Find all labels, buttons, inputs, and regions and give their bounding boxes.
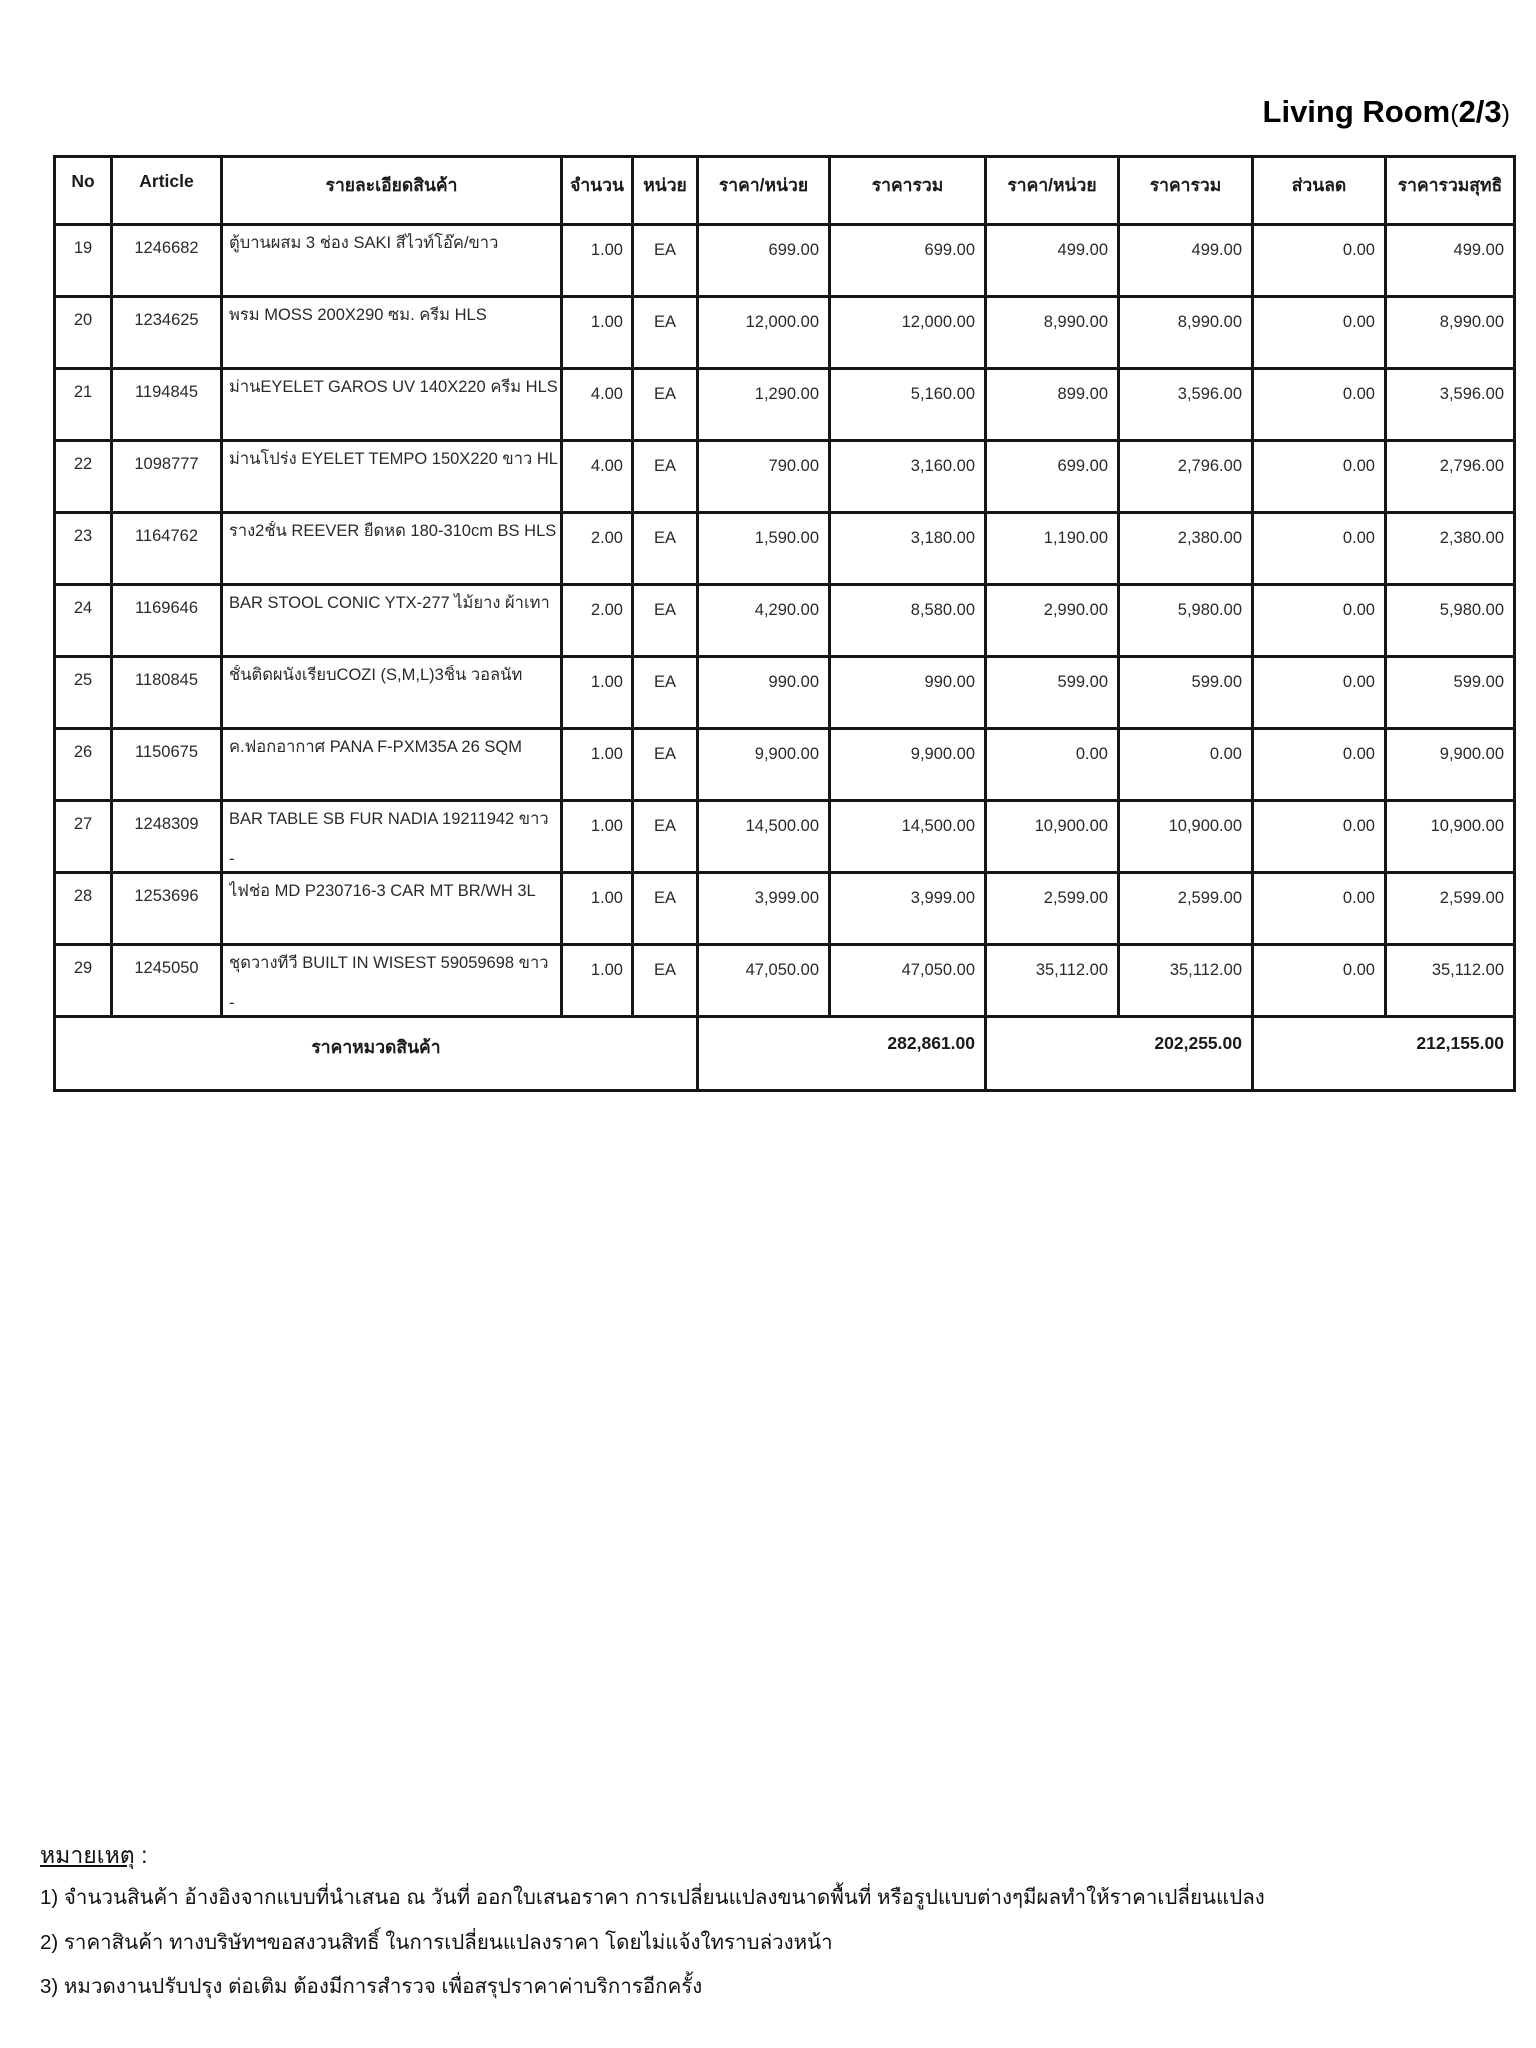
row-total-discounted: 5,980.00 — [1119, 585, 1253, 657]
description-line-1: ตู้บานผสม 3 ช่อง SAKI สีไวท์โอ๊ค/ขาว — [229, 234, 499, 252]
row-discount: 0.00 — [1253, 297, 1386, 369]
description-line-2: - — [229, 993, 235, 1012]
row-total-discounted: 2,796.00 — [1119, 441, 1253, 513]
row-description — [222, 729, 562, 801]
row-unit-price-list: 1,590.00 — [698, 513, 830, 585]
page-title-paren-close: ) — [1501, 100, 1510, 128]
description-line-1: พรม MOSS 200X290 ซม. ครีม HLS — [229, 306, 487, 324]
row-net-total: 2,599.00 — [1386, 873, 1515, 945]
table-row — [55, 369, 1515, 441]
column-header-total-list: ราคารวม — [830, 157, 986, 225]
table-row — [55, 585, 1515, 657]
row-no: 29 — [55, 945, 112, 1017]
description-line-1: ม่านEYELET GAROS UV 140X220 ครีม HLS — [229, 378, 558, 396]
note-line-2: 2) ราคาสินค้า ทางบริษัทฯขอสงวนสิทธิ์ ในการเปลี่ยนแปลงราคา โดยไม่แจ้งใทราบล่วงหน้า — [40, 1930, 833, 1954]
row-discount: 0.00 — [1253, 225, 1386, 297]
row-article: 1248309 — [112, 801, 222, 873]
description-line-1: ไฟช่อ MD P230716-3 CAR MT BR/WH 3L — [229, 882, 536, 900]
row-unit-price-list: 47,050.00 — [698, 945, 830, 1017]
row-unit: EA — [633, 441, 698, 513]
row-no: 24 — [55, 585, 112, 657]
row-description — [222, 225, 562, 297]
row-article: 1246682 — [112, 225, 222, 297]
page-number: 2/3 — [1458, 94, 1502, 129]
row-unit-price-list: 3,999.00 — [698, 873, 830, 945]
notes-heading-colon: : — [134, 1842, 148, 1868]
notes-heading-word: หมายเหตุ — [40, 1842, 135, 1868]
row-unit: EA — [633, 657, 698, 729]
row-unit-price-list: 1,290.00 — [698, 369, 830, 441]
summary-total-net: 212,155.00 — [1253, 1017, 1515, 1091]
row-unit: EA — [633, 513, 698, 585]
row-discount: 0.00 — [1253, 441, 1386, 513]
row-total-discounted: 3,596.00 — [1119, 369, 1253, 441]
row-net-total: 3,596.00 — [1386, 369, 1515, 441]
description-line-2: - — [229, 849, 235, 868]
column-header-net-total: ราคารวมสุทธิ — [1386, 157, 1515, 225]
row-no: 22 — [55, 441, 112, 513]
row-total-list: 14,500.00 — [830, 801, 986, 873]
row-net-total: 5,980.00 — [1386, 585, 1515, 657]
row-net-total: 599.00 — [1386, 657, 1515, 729]
column-header-total-discounted: ราคารวม — [1119, 157, 1253, 225]
row-net-total: 9,900.00 — [1386, 729, 1515, 801]
description-line-1: ชุดวางทีวี BUILT IN WISEST 59059698 ขาว — [229, 954, 549, 972]
row-total-list: 9,900.00 — [830, 729, 986, 801]
row-article: 1194845 — [112, 369, 222, 441]
row-unit: EA — [633, 873, 698, 945]
row-total-discounted: 10,900.00 — [1119, 801, 1253, 873]
table-row — [55, 945, 1515, 1017]
row-description — [222, 801, 562, 873]
row-no: 20 — [55, 297, 112, 369]
row-quantity: 1.00 — [562, 873, 633, 945]
row-net-total: 499.00 — [1386, 225, 1515, 297]
column-header-article: Article — [112, 157, 222, 225]
row-total-discounted: 8,990.00 — [1119, 297, 1253, 369]
row-quantity: 1.00 — [562, 297, 633, 369]
table-row — [55, 225, 1515, 297]
row-quantity: 1.00 — [562, 729, 633, 801]
row-no: 26 — [55, 729, 112, 801]
row-total-discounted: 599.00 — [1119, 657, 1253, 729]
row-article: 1245050 — [112, 945, 222, 1017]
row-total-list: 990.00 — [830, 657, 986, 729]
row-description — [222, 441, 562, 513]
row-total-list: 699.00 — [830, 225, 986, 297]
row-net-total: 10,900.00 — [1386, 801, 1515, 873]
table-row — [55, 801, 1515, 873]
row-total-list: 5,160.00 — [830, 369, 986, 441]
row-unit-price-discounted: 599.00 — [986, 657, 1119, 729]
notes-heading — [40, 1838, 1510, 1874]
notes-section — [40, 1838, 1510, 2022]
summary-label: ราคาหมวดสินค้า — [55, 1017, 698, 1091]
row-description — [222, 585, 562, 657]
row-unit: EA — [633, 801, 698, 873]
row-discount: 0.00 — [1253, 657, 1386, 729]
row-unit-price-discounted: 499.00 — [986, 225, 1119, 297]
row-unit-price-discounted: 10,900.00 — [986, 801, 1119, 873]
row-quantity: 1.00 — [562, 225, 633, 297]
description-line-1: BAR TABLE SB FUR NADIA 19211942 ขาว — [229, 810, 549, 828]
row-description — [222, 945, 562, 1017]
row-article: 1150675 — [112, 729, 222, 801]
row-unit-price-discounted: 699.00 — [986, 441, 1119, 513]
row-article: 1164762 — [112, 513, 222, 585]
row-unit-price-list: 12,000.00 — [698, 297, 830, 369]
table-row — [55, 729, 1515, 801]
row-unit-price-discounted: 2,599.00 — [986, 873, 1119, 945]
row-no: 21 — [55, 369, 112, 441]
row-quantity: 2.00 — [562, 585, 633, 657]
row-unit-price-discounted: 899.00 — [986, 369, 1119, 441]
row-unit-price-list: 990.00 — [698, 657, 830, 729]
page-title-text: Living Room — [1262, 94, 1451, 129]
row-unit: EA — [633, 225, 698, 297]
row-net-total: 8,990.00 — [1386, 297, 1515, 369]
row-no: 23 — [55, 513, 112, 585]
row-quantity: 1.00 — [562, 945, 633, 1017]
row-total-list: 12,000.00 — [830, 297, 986, 369]
row-unit: EA — [633, 945, 698, 1017]
summary-total-list: 282,861.00 — [698, 1017, 986, 1091]
row-net-total: 2,380.00 — [1386, 513, 1515, 585]
table-row — [55, 513, 1515, 585]
row-net-total: 35,112.00 — [1386, 945, 1515, 1017]
row-unit: EA — [633, 585, 698, 657]
table-row — [55, 441, 1515, 513]
row-total-list: 3,180.00 — [830, 513, 986, 585]
row-unit-price-discounted: 2,990.00 — [986, 585, 1119, 657]
row-unit-price-discounted: 1,190.00 — [986, 513, 1119, 585]
row-unit-price-discounted: 8,990.00 — [986, 297, 1119, 369]
row-discount: 0.00 — [1253, 513, 1386, 585]
column-header-unit-price-discounted: ราคา/หน่วย — [986, 157, 1119, 225]
row-unit-price-list: 14,500.00 — [698, 801, 830, 873]
row-article: 1098777 — [112, 441, 222, 513]
row-total-discounted: 2,599.00 — [1119, 873, 1253, 945]
column-header-unit-price-list: ราคา/หน่วย — [698, 157, 830, 225]
row-total-list: 3,160.00 — [830, 441, 986, 513]
description-line-1: ราง2ชั้น REEVER ยืดหด 180-310cm BS HLS — [229, 522, 557, 540]
row-discount: 0.00 — [1253, 873, 1386, 945]
row-unit-price-discounted: 0.00 — [986, 729, 1119, 801]
row-unit: EA — [633, 369, 698, 441]
page-title-paren-open: ( — [1450, 100, 1459, 128]
quotation-table — [53, 155, 1516, 1092]
column-header-discount: ส่วนลด — [1253, 157, 1386, 225]
row-article: 1253696 — [112, 873, 222, 945]
row-total-discounted: 2,380.00 — [1119, 513, 1253, 585]
table-row — [55, 657, 1515, 729]
row-unit: EA — [633, 729, 698, 801]
summary-row — [55, 1017, 1515, 1091]
description-line-1: ชั้นติดผนังเรียบCOZI (S,M,L)3ชิ้น วอลนัท — [229, 666, 523, 684]
row-article: 1234625 — [112, 297, 222, 369]
table-row — [55, 873, 1515, 945]
description-line-1: BAR STOOL CONIC YTX-277 ไม้ยาง ผ้าเทา — [229, 594, 550, 612]
row-no: 19 — [55, 225, 112, 297]
table-row — [55, 297, 1515, 369]
row-description — [222, 369, 562, 441]
row-total-list: 47,050.00 — [830, 945, 986, 1017]
row-description — [222, 297, 562, 369]
row-discount: 0.00 — [1253, 801, 1386, 873]
row-description — [222, 513, 562, 585]
note-line-3: 3) หมวดงานปรับปรุง ต่อเติม ต้องมีการสำรวจ เพื่อสรุปราคาค่าบริการอีกครั้ง — [40, 1975, 703, 1998]
row-total-list: 3,999.00 — [830, 873, 986, 945]
column-header-no: No — [55, 157, 112, 225]
row-quantity: 2.00 — [562, 513, 633, 585]
row-no: 25 — [55, 657, 112, 729]
row-discount: 0.00 — [1253, 585, 1386, 657]
page-title — [1263, 95, 1510, 129]
row-unit-price-list: 790.00 — [698, 441, 830, 513]
row-discount: 0.00 — [1253, 369, 1386, 441]
row-article: 1169646 — [112, 585, 222, 657]
row-total-discounted: 0.00 — [1119, 729, 1253, 801]
row-total-discounted: 35,112.00 — [1119, 945, 1253, 1017]
row-quantity: 4.00 — [562, 369, 633, 441]
row-quantity: 1.00 — [562, 801, 633, 873]
row-unit-price-list: 699.00 — [698, 225, 830, 297]
summary-total-discounted: 202,255.00 — [986, 1017, 1253, 1091]
row-description — [222, 657, 562, 729]
column-header-description: รายละเอียดสินค้า — [222, 157, 562, 225]
column-header-unit: หน่วย — [633, 157, 698, 225]
row-quantity: 1.00 — [562, 657, 633, 729]
row-total-discounted: 499.00 — [1119, 225, 1253, 297]
description-line-1: ม่านโปร่ง EYELET TEMPO 150X220 ขาว HL — [229, 450, 558, 468]
row-total-list: 8,580.00 — [830, 585, 986, 657]
row-unit-price-discounted: 35,112.00 — [986, 945, 1119, 1017]
header-row — [55, 157, 1515, 225]
row-net-total: 2,796.00 — [1386, 441, 1515, 513]
row-unit-price-list: 4,290.00 — [698, 585, 830, 657]
row-discount: 0.00 — [1253, 729, 1386, 801]
row-description — [222, 873, 562, 945]
row-no: 27 — [55, 801, 112, 873]
description-line-1: ค.ฟอกอากาศ PANA F-PXM35A 26 SQM — [229, 738, 522, 756]
note-line-1: 1) จำนวนสินค้า อ้างอิงจากแบบที่นำเสนอ ณ วันที่ ออกใบเสนอราคา การเปลี่ยนแปลงขนาดพื้นที่ หรือรูปแบบต่างๆมีผลทำให้ราคาเปลี่ยนแปลง — [40, 1886, 1265, 1909]
row-unit: EA — [633, 297, 698, 369]
row-article: 1180845 — [112, 657, 222, 729]
row-unit-price-list: 9,900.00 — [698, 729, 830, 801]
column-header-quantity: จำนวน — [562, 157, 633, 225]
row-no: 28 — [55, 873, 112, 945]
row-quantity: 4.00 — [562, 441, 633, 513]
row-discount: 0.00 — [1253, 945, 1386, 1017]
